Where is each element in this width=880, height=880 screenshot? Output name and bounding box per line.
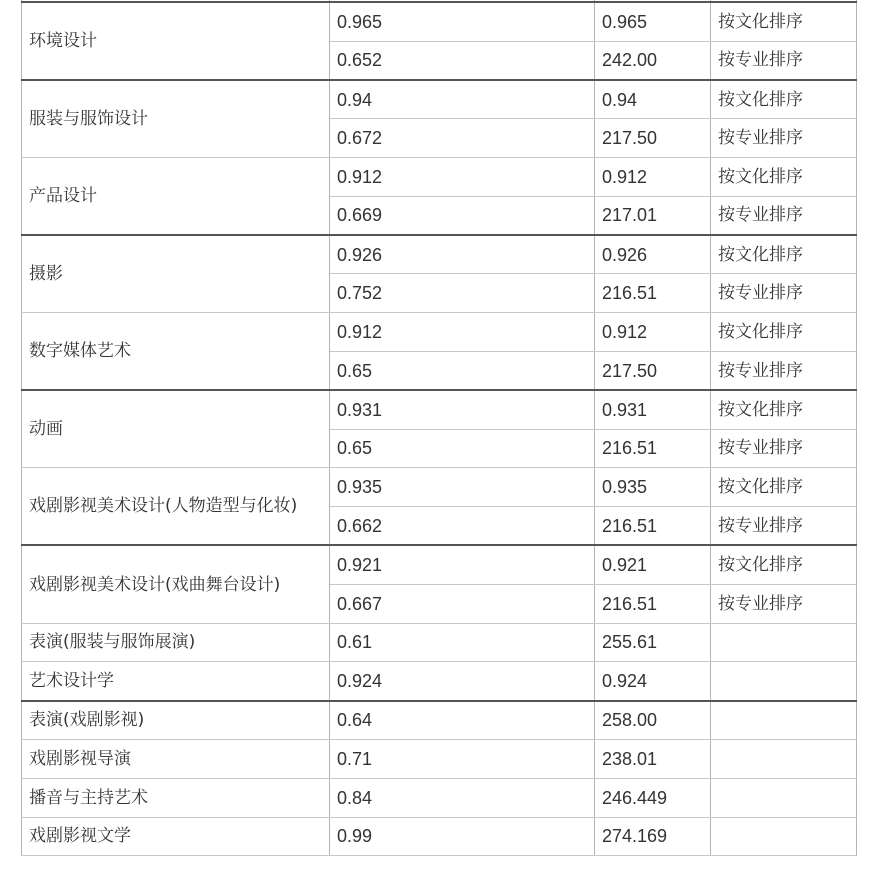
sort-method-cell: 按专业排序	[711, 507, 857, 546]
table-row	[22, 313, 857, 352]
major-name-cell: 艺术设计学	[22, 662, 330, 701]
score-ratio-cell: 0.667	[330, 584, 595, 623]
sort-method-cell	[711, 662, 857, 701]
major-name-cell: 数字媒体艺术	[22, 313, 330, 391]
table-row	[22, 701, 857, 740]
major-name-cell: 摄影	[22, 235, 330, 313]
major-name-cell: 动画	[22, 390, 330, 468]
table-row	[22, 390, 857, 429]
table-row	[22, 157, 857, 196]
min-score-cell: 0.912	[595, 313, 711, 352]
score-ratio-cell: 0.64	[330, 701, 595, 740]
major-name-cell: 戏剧影视美术设计(人物造型与化妆)	[22, 468, 330, 546]
table-row	[22, 662, 857, 701]
min-score-cell: 246.449	[595, 778, 711, 817]
score-ratio-cell: 0.924	[330, 662, 595, 701]
sort-method-cell	[711, 817, 857, 856]
min-score-cell: 0.935	[595, 468, 711, 507]
min-score-cell: 0.94	[595, 80, 711, 119]
score-ratio-cell: 0.65	[330, 351, 595, 390]
sort-method-cell	[711, 778, 857, 817]
min-score-cell: 255.61	[595, 623, 711, 662]
score-ratio-cell: 0.926	[330, 235, 595, 274]
sort-method-cell: 按专业排序	[711, 274, 857, 313]
min-score-cell: 217.01	[595, 196, 711, 235]
score-ratio-cell: 0.935	[330, 468, 595, 507]
sort-method-cell: 按专业排序	[711, 351, 857, 390]
major-name-cell: 戏剧影视美术设计(戏曲舞台设计)	[22, 545, 330, 623]
table-row	[22, 817, 857, 856]
sort-method-cell: 按文化排序	[711, 313, 857, 352]
min-score-cell: 0.912	[595, 157, 711, 196]
sort-method-cell: 按文化排序	[711, 2, 857, 41]
score-ratio-cell: 0.921	[330, 545, 595, 584]
score-ratio-cell: 0.912	[330, 313, 595, 352]
score-ratio-cell: 0.652	[330, 41, 595, 80]
score-ratio-cell: 0.669	[330, 196, 595, 235]
sort-method-cell: 按文化排序	[711, 80, 857, 119]
major-name-cell: 表演(戏剧影视)	[22, 701, 330, 740]
sort-method-cell: 按文化排序	[711, 390, 857, 429]
sort-method-cell	[711, 739, 857, 778]
major-name-cell: 戏剧影视导演	[22, 739, 330, 778]
score-ratio-cell: 0.65	[330, 429, 595, 468]
score-ratio-cell: 0.84	[330, 778, 595, 817]
score-ratio-cell: 0.752	[330, 274, 595, 313]
min-score-cell: 238.01	[595, 739, 711, 778]
min-score-cell: 216.51	[595, 274, 711, 313]
table-row	[22, 468, 857, 507]
score-ratio-cell: 0.94	[330, 80, 595, 119]
sort-method-cell: 按专业排序	[711, 584, 857, 623]
sort-method-cell	[711, 701, 857, 740]
score-ratio-cell: 0.931	[330, 390, 595, 429]
min-score-cell: 0.965	[595, 2, 711, 41]
min-score-cell: 258.00	[595, 701, 711, 740]
sort-method-cell	[711, 623, 857, 662]
sort-method-cell: 按专业排序	[711, 119, 857, 158]
min-score-cell: 242.00	[595, 41, 711, 80]
sort-method-cell: 按文化排序	[711, 235, 857, 274]
min-score-cell: 216.51	[595, 507, 711, 546]
sort-method-cell: 按文化排序	[711, 468, 857, 507]
score-ratio-cell: 0.99	[330, 817, 595, 856]
sort-method-cell: 按专业排序	[711, 429, 857, 468]
min-score-cell: 274.169	[595, 817, 711, 856]
score-ratio-cell: 0.672	[330, 119, 595, 158]
table-row	[22, 545, 857, 584]
score-ratio-cell: 0.61	[330, 623, 595, 662]
table-row	[22, 235, 857, 274]
table-row	[22, 2, 857, 41]
min-score-cell: 0.926	[595, 235, 711, 274]
min-score-cell: 0.921	[595, 545, 711, 584]
score-ratio-cell: 0.71	[330, 739, 595, 778]
major-name-cell: 服装与服饰设计	[22, 80, 330, 158]
min-score-cell: 216.51	[595, 429, 711, 468]
table-row	[22, 778, 857, 817]
min-score-cell: 217.50	[595, 351, 711, 390]
min-score-cell: 216.51	[595, 584, 711, 623]
min-score-cell: 0.924	[595, 662, 711, 701]
table-row	[22, 739, 857, 778]
table-row	[22, 623, 857, 662]
sort-method-cell: 按文化排序	[711, 545, 857, 584]
min-score-cell: 0.931	[595, 390, 711, 429]
score-ratio-cell: 0.965	[330, 2, 595, 41]
major-name-cell: 产品设计	[22, 157, 330, 235]
major-name-cell: 表演(服装与服饰展演)	[22, 623, 330, 662]
min-score-cell: 217.50	[595, 119, 711, 158]
major-name-cell: 环境设计	[22, 2, 330, 80]
table-body	[22, 0, 857, 856]
sort-method-cell: 按专业排序	[711, 196, 857, 235]
score-ratio-cell: 0.662	[330, 507, 595, 546]
table-row	[22, 80, 857, 119]
score-ratio-cell: 0.912	[330, 157, 595, 196]
major-name-cell: 播音与主持艺术	[22, 778, 330, 817]
major-name-cell: 戏剧影视文学	[22, 817, 330, 856]
sort-method-cell: 按文化排序	[711, 157, 857, 196]
admission-score-table	[21, 0, 857, 856]
sort-method-cell: 按专业排序	[711, 41, 857, 80]
admission-score-table-container	[21, 0, 857, 856]
